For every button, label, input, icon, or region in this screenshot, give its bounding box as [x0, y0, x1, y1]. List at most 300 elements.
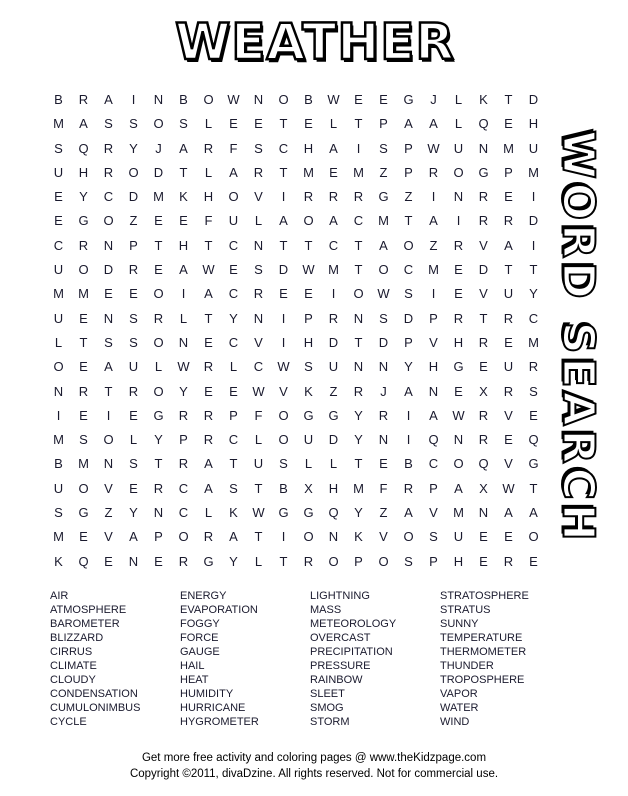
grid-cell[interactable]: I — [331, 286, 336, 302]
grid-cell[interactable]: T — [79, 334, 88, 350]
grid-cell[interactable]: S — [129, 334, 138, 350]
grid-cell[interactable]: U — [53, 310, 64, 326]
grid-cell[interactable]: R — [303, 189, 314, 205]
grid-cell[interactable]: O — [178, 529, 189, 545]
grid-cell[interactable]: C — [328, 237, 339, 253]
grid-cell[interactable]: N — [453, 432, 464, 448]
grid-cell[interactable]: K — [179, 189, 188, 205]
grid-cell[interactable]: Y — [229, 553, 238, 569]
grid-cell[interactable]: M — [378, 213, 389, 229]
grid-cell[interactable]: S — [279, 456, 288, 472]
grid-cell[interactable]: X — [304, 480, 313, 496]
grid-cell[interactable]: N — [378, 359, 389, 375]
grid-cell[interactable]: V — [504, 407, 513, 423]
grid-cell[interactable]: O — [528, 529, 539, 545]
grid-cell[interactable]: P — [354, 553, 363, 569]
grid-cell[interactable]: P — [429, 553, 438, 569]
grid-cell[interactable]: F — [379, 480, 388, 496]
grid-cell[interactable]: P — [154, 529, 163, 545]
grid-cell[interactable]: T — [354, 262, 363, 278]
grid-cell[interactable]: M — [503, 140, 514, 156]
grid-cell[interactable]: G — [528, 456, 539, 472]
grid-cell[interactable]: M — [78, 286, 89, 302]
grid-cell[interactable]: E — [204, 334, 213, 350]
grid-cell[interactable]: E — [104, 553, 113, 569]
grid-cell[interactable]: R — [428, 164, 439, 180]
grid-cell[interactable]: E — [229, 383, 238, 399]
grid-cell[interactable]: I — [281, 529, 286, 545]
grid-cell[interactable]: C — [178, 505, 189, 521]
grid-cell[interactable]: B — [54, 92, 63, 107]
grid-cell[interactable]: U — [253, 456, 264, 472]
grid-cell[interactable]: L — [54, 334, 63, 350]
grid-cell[interactable]: R — [328, 189, 339, 205]
grid-cell[interactable]: O — [453, 456, 464, 472]
grid-cell[interactable]: E — [129, 480, 138, 496]
grid-cell[interactable]: I — [431, 189, 436, 205]
grid-cell[interactable]: N — [103, 310, 114, 326]
grid-cell[interactable]: R — [153, 480, 164, 496]
grid-cell[interactable]: O — [153, 286, 164, 302]
grid-cell[interactable]: L — [329, 456, 338, 472]
grid-cell[interactable]: L — [254, 432, 263, 448]
grid-cell[interactable]: T — [304, 237, 313, 253]
grid-cell[interactable]: U — [503, 359, 514, 375]
grid-cell[interactable]: K — [229, 505, 238, 521]
grid-cell[interactable]: K — [479, 92, 488, 107]
grid-cell[interactable]: I — [106, 407, 111, 423]
grid-cell[interactable]: Z — [429, 237, 438, 253]
grid-cell[interactable]: B — [404, 456, 413, 472]
grid-cell[interactable]: O — [103, 432, 114, 448]
grid-cell[interactable]: E — [454, 286, 463, 302]
grid-cell[interactable]: R — [503, 213, 514, 229]
grid-cell[interactable]: G — [403, 92, 414, 107]
grid-cell[interactable]: T — [204, 237, 213, 253]
grid-cell[interactable]: G — [203, 553, 214, 569]
grid-cell[interactable]: P — [429, 480, 438, 496]
grid-cell[interactable]: R — [303, 553, 314, 569]
grid-cell[interactable]: Z — [379, 164, 388, 180]
grid-cell[interactable]: D — [528, 92, 539, 107]
grid-cell[interactable]: S — [129, 116, 138, 132]
grid-cell[interactable]: R — [178, 407, 189, 423]
grid-cell[interactable]: V — [379, 529, 388, 545]
grid-cell[interactable]: E — [529, 407, 538, 423]
grid-cell[interactable]: R — [203, 407, 214, 423]
grid-cell[interactable]: A — [454, 480, 463, 496]
grid-cell[interactable]: H — [178, 237, 189, 253]
grid-cell[interactable]: Y — [154, 432, 163, 448]
grid-cell[interactable]: O — [278, 432, 289, 448]
grid-cell[interactable]: R — [253, 164, 264, 180]
grid-cell[interactable]: E — [454, 383, 463, 399]
grid-cell[interactable]: T — [179, 164, 188, 180]
grid-cell[interactable]: H — [528, 116, 539, 132]
grid-cell[interactable]: G — [153, 407, 164, 423]
grid-cell[interactable]: A — [329, 140, 338, 156]
grid-cell[interactable]: M — [53, 286, 64, 302]
grid-cell[interactable]: S — [404, 286, 413, 302]
grid-cell[interactable]: O — [303, 529, 314, 545]
grid-cell[interactable]: D — [378, 334, 389, 350]
grid-cell[interactable]: A — [179, 262, 188, 278]
grid-cell[interactable]: A — [279, 213, 288, 229]
grid-cell[interactable]: W — [452, 407, 465, 423]
grid-cell[interactable]: E — [229, 116, 238, 132]
grid-cell[interactable]: I — [56, 407, 61, 423]
grid-cell[interactable]: N — [478, 505, 489, 521]
grid-cell[interactable]: R — [203, 529, 214, 545]
grid-cell[interactable]: L — [204, 116, 213, 132]
grid-cell[interactable]: D — [328, 432, 339, 448]
grid-cell[interactable]: W — [227, 92, 240, 107]
grid-cell[interactable]: S — [129, 310, 138, 326]
grid-cell[interactable]: S — [104, 334, 113, 350]
grid-cell[interactable]: X — [479, 480, 488, 496]
grid-cell[interactable]: V — [429, 505, 438, 521]
grid-cell[interactable]: U — [328, 359, 339, 375]
grid-cell[interactable]: R — [478, 189, 489, 205]
grid-cell[interactable]: R — [78, 237, 89, 253]
grid-cell[interactable]: D — [153, 164, 164, 180]
grid-cell[interactable]: K — [54, 553, 63, 569]
grid-cell[interactable]: T — [504, 262, 513, 278]
grid-cell[interactable]: C — [528, 310, 539, 326]
grid-cell[interactable]: G — [378, 189, 389, 205]
grid-cell[interactable]: S — [229, 480, 238, 496]
grid-cell[interactable]: R — [478, 213, 489, 229]
grid-cell[interactable]: F — [229, 140, 238, 156]
grid-cell[interactable]: L — [204, 164, 213, 180]
grid-cell[interactable]: R — [478, 432, 489, 448]
grid-cell[interactable]: R — [128, 262, 139, 278]
grid-cell[interactable]: O — [153, 116, 164, 132]
grid-cell[interactable]: O — [278, 407, 289, 423]
grid-cell[interactable]: E — [304, 286, 313, 302]
grid-cell[interactable]: T — [404, 213, 413, 229]
grid-cell[interactable]: B — [304, 92, 313, 107]
grid-cell[interactable]: C — [53, 237, 64, 253]
grid-cell[interactable]: I — [281, 189, 286, 205]
grid-cell[interactable]: I — [431, 286, 436, 302]
grid-cell[interactable]: C — [178, 480, 189, 496]
grid-cell[interactable]: O — [328, 553, 339, 569]
grid-cell[interactable]: Y — [179, 383, 188, 399]
grid-cell[interactable]: V — [504, 456, 513, 472]
grid-cell[interactable]: W — [202, 262, 215, 278]
grid-cell[interactable]: S — [304, 359, 313, 375]
grid-cell[interactable]: M — [53, 116, 64, 132]
grid-cell[interactable]: N — [378, 432, 389, 448]
grid-cell[interactable]: K — [354, 529, 363, 545]
grid-cell[interactable]: T — [354, 456, 363, 472]
grid-cell[interactable]: S — [104, 116, 113, 132]
grid-cell[interactable]: E — [504, 189, 513, 205]
grid-cell[interactable]: R — [453, 310, 464, 326]
grid-cell[interactable]: E — [154, 262, 163, 278]
grid-cell[interactable]: T — [354, 116, 363, 132]
grid-cell[interactable]: Z — [104, 505, 113, 521]
grid-cell[interactable]: M — [528, 334, 539, 350]
grid-cell[interactable]: C — [403, 262, 414, 278]
grid-cell[interactable]: N — [178, 334, 189, 350]
grid-cell[interactable]: O — [53, 359, 64, 375]
grid-cell[interactable]: W — [252, 505, 265, 521]
grid-cell[interactable]: R — [503, 553, 514, 569]
grid-cell[interactable]: T — [504, 92, 513, 107]
grid-cell[interactable]: P — [429, 310, 438, 326]
grid-cell[interactable]: M — [528, 164, 539, 180]
grid-cell[interactable]: E — [254, 116, 263, 132]
grid-cell[interactable]: O — [403, 237, 414, 253]
grid-cell[interactable]: V — [104, 529, 113, 545]
grid-cell[interactable]: N — [428, 383, 439, 399]
grid-cell[interactable]: R — [503, 310, 514, 326]
grid-cell[interactable]: X — [479, 383, 488, 399]
grid-cell[interactable]: A — [204, 286, 213, 302]
grid-cell[interactable]: C — [228, 432, 239, 448]
grid-cell[interactable]: S — [529, 383, 538, 399]
grid-cell[interactable]: V — [279, 383, 288, 399]
grid-cell[interactable]: C — [228, 286, 239, 302]
grid-cell[interactable]: L — [129, 432, 138, 448]
grid-cell[interactable]: A — [129, 529, 138, 545]
grid-cell[interactable]: R — [103, 164, 114, 180]
grid-cell[interactable]: V — [429, 334, 438, 350]
grid-cell[interactable]: D — [478, 262, 489, 278]
grid-cell[interactable]: Y — [354, 432, 363, 448]
grid-cell[interactable]: R — [478, 407, 489, 423]
grid-cell[interactable]: Y — [129, 505, 138, 521]
grid-cell[interactable]: T — [529, 480, 538, 496]
grid-cell[interactable]: M — [428, 262, 439, 278]
grid-cell[interactable]: W — [177, 359, 190, 375]
grid-cell[interactable]: I — [131, 92, 136, 107]
grid-cell[interactable]: T — [279, 553, 288, 569]
grid-cell[interactable]: E — [354, 92, 363, 107]
grid-cell[interactable]: E — [154, 553, 163, 569]
grid-cell[interactable]: B — [54, 456, 63, 472]
grid-cell[interactable]: O — [278, 92, 289, 107]
grid-cell[interactable]: H — [303, 334, 314, 350]
grid-cell[interactable]: L — [154, 359, 163, 375]
grid-cell[interactable]: C — [103, 189, 114, 205]
grid-cell[interactable]: S — [54, 140, 63, 156]
grid-cell[interactable]: H — [328, 480, 339, 496]
grid-cell[interactable]: B — [279, 480, 288, 496]
grid-cell[interactable]: Z — [404, 189, 413, 205]
grid-cell[interactable]: E — [504, 334, 513, 350]
grid-cell[interactable]: D — [103, 262, 114, 278]
grid-cell[interactable]: V — [254, 334, 263, 350]
grid-cell[interactable]: C — [353, 213, 364, 229]
grid-cell[interactable]: T — [154, 456, 163, 472]
grid-cell[interactable]: P — [404, 334, 413, 350]
grid-cell[interactable]: N — [103, 237, 114, 253]
grid-cell[interactable]: S — [379, 310, 388, 326]
grid-cell[interactable]: N — [253, 92, 264, 107]
grid-cell[interactable]: N — [353, 310, 364, 326]
grid-cell[interactable]: R — [203, 359, 214, 375]
grid-cell[interactable]: L — [254, 213, 263, 229]
grid-cell[interactable]: R — [178, 553, 189, 569]
grid-cell[interactable]: U — [53, 164, 64, 180]
grid-cell[interactable]: A — [229, 164, 238, 180]
grid-cell[interactable]: U — [228, 213, 239, 229]
grid-cell[interactable]: M — [453, 505, 464, 521]
grid-cell[interactable]: Z — [129, 213, 138, 229]
grid-cell[interactable]: R — [78, 383, 89, 399]
grid-cell[interactable]: R — [253, 286, 264, 302]
grid-cell[interactable]: O — [303, 213, 314, 229]
grid-cell[interactable]: E — [479, 359, 488, 375]
grid-cell[interactable]: S — [79, 432, 88, 448]
grid-cell[interactable]: E — [179, 213, 188, 229]
grid-cell[interactable]: V — [479, 286, 488, 302]
grid-cell[interactable]: N — [478, 140, 489, 156]
grid-cell[interactable]: D — [528, 213, 539, 229]
grid-cell[interactable]: H — [453, 553, 464, 569]
grid-cell[interactable]: I — [406, 432, 411, 448]
grid-cell[interactable]: L — [304, 456, 313, 472]
grid-cell[interactable]: E — [204, 383, 213, 399]
grid-cell[interactable]: U — [53, 262, 64, 278]
grid-cell[interactable]: M — [303, 164, 314, 180]
grid-cell[interactable]: I — [281, 310, 286, 326]
grid-cell[interactable]: A — [179, 140, 188, 156]
grid-cell[interactable]: E — [279, 286, 288, 302]
grid-cell[interactable]: T — [279, 237, 288, 253]
grid-cell[interactable]: T — [254, 480, 263, 496]
grid-cell[interactable]: M — [328, 262, 339, 278]
grid-cell[interactable]: N — [128, 553, 139, 569]
grid-cell[interactable]: Q — [328, 505, 339, 521]
grid-cell[interactable]: A — [104, 359, 113, 375]
grid-cell[interactable]: A — [379, 237, 388, 253]
grid-cell[interactable]: E — [54, 189, 63, 205]
grid-cell[interactable]: D — [328, 334, 339, 350]
grid-cell[interactable]: D — [278, 262, 289, 278]
grid-cell[interactable]: U — [453, 140, 464, 156]
grid-cell[interactable]: O — [103, 213, 114, 229]
grid-cell[interactable]: R — [153, 310, 164, 326]
grid-cell[interactable]: T — [354, 334, 363, 350]
grid-cell[interactable]: U — [503, 286, 514, 302]
grid-cell[interactable]: O — [78, 480, 89, 496]
grid-cell[interactable]: Y — [79, 189, 88, 205]
grid-cell[interactable]: G — [453, 359, 464, 375]
grid-cell[interactable]: L — [329, 116, 338, 132]
grid-cell[interactable]: Z — [379, 505, 388, 521]
grid-cell[interactable]: N — [328, 529, 339, 545]
grid-cell[interactable]: R — [103, 140, 114, 156]
grid-cell[interactable]: U — [528, 140, 539, 156]
grid-cell[interactable]: O — [378, 553, 389, 569]
grid-cell[interactable]: R — [203, 140, 214, 156]
grid-cell[interactable]: P — [229, 407, 238, 423]
grid-cell[interactable]: T — [354, 237, 363, 253]
grid-cell[interactable]: O — [128, 164, 139, 180]
grid-cell[interactable]: O — [228, 189, 239, 205]
grid-cell[interactable]: G — [78, 505, 89, 521]
grid-cell[interactable]: I — [531, 189, 536, 205]
grid-cell[interactable]: E — [304, 116, 313, 132]
grid-cell[interactable]: T — [229, 456, 238, 472]
grid-cell[interactable]: Q — [528, 432, 539, 448]
grid-cell[interactable]: N — [253, 237, 264, 253]
grid-cell[interactable]: R — [353, 189, 364, 205]
grid-cell[interactable]: E — [329, 164, 338, 180]
grid-cell[interactable]: A — [329, 213, 338, 229]
grid-cell[interactable]: H — [203, 189, 214, 205]
grid-cell[interactable]: A — [404, 505, 413, 521]
grid-cell[interactable]: E — [479, 553, 488, 569]
grid-cell[interactable]: O — [78, 262, 89, 278]
grid-cell[interactable]: P — [179, 432, 188, 448]
grid-cell[interactable]: E — [479, 529, 488, 545]
grid-cell[interactable]: G — [303, 407, 314, 423]
grid-cell[interactable]: L — [454, 92, 463, 107]
grid-cell[interactable]: U — [453, 529, 464, 545]
grid-cell[interactable]: V — [104, 480, 113, 496]
grid-cell[interactable]: R — [453, 237, 464, 253]
grid-cell[interactable]: Y — [354, 505, 363, 521]
grid-cell[interactable]: R — [403, 480, 414, 496]
grid-cell[interactable]: L — [454, 116, 463, 132]
grid-cell[interactable]: T — [529, 262, 538, 278]
grid-cell[interactable]: E — [454, 262, 463, 278]
grid-cell[interactable]: L — [179, 310, 188, 326]
grid-cell[interactable]: Y — [404, 359, 413, 375]
grid-cell[interactable]: E — [504, 116, 513, 132]
grid-cell[interactable]: F — [204, 213, 213, 229]
grid-cell[interactable]: B — [179, 92, 188, 107]
grid-cell[interactable]: G — [303, 505, 314, 521]
grid-cell[interactable]: E — [379, 456, 388, 472]
grid-cell[interactable]: E — [129, 407, 138, 423]
grid-cell[interactable]: C — [253, 359, 264, 375]
grid-cell[interactable]: A — [504, 237, 513, 253]
grid-cell[interactable]: O — [403, 529, 414, 545]
grid-cell[interactable]: R — [203, 432, 214, 448]
grid-cell[interactable]: T — [279, 164, 288, 180]
grid-cell[interactable]: W — [377, 286, 390, 302]
grid-cell[interactable]: Y — [354, 407, 363, 423]
grid-cell[interactable]: T — [204, 310, 213, 326]
grid-cell[interactable]: R — [478, 334, 489, 350]
grid-cell[interactable]: A — [429, 407, 438, 423]
grid-cell[interactable]: Q — [78, 553, 89, 569]
grid-cell[interactable]: C — [278, 140, 289, 156]
grid-cell[interactable]: O — [378, 262, 389, 278]
grid-cell[interactable]: T — [154, 237, 163, 253]
grid-cell[interactable]: S — [429, 529, 438, 545]
grid-cell[interactable]: U — [128, 359, 139, 375]
grid-cell[interactable]: D — [128, 189, 139, 205]
grid-cell[interactable]: S — [54, 505, 63, 521]
grid-cell[interactable]: N — [353, 359, 364, 375]
grid-cell[interactable]: R — [78, 92, 89, 107]
grid-cell[interactable]: M — [53, 432, 64, 448]
grid-cell[interactable]: U — [303, 432, 314, 448]
grid-cell[interactable]: G — [478, 164, 489, 180]
grid-cell[interactable]: L — [254, 553, 263, 569]
grid-cell[interactable]: M — [153, 189, 164, 205]
grid-cell[interactable]: J — [155, 140, 162, 156]
grid-cell[interactable]: S — [379, 140, 388, 156]
grid-cell[interactable]: E — [79, 407, 88, 423]
